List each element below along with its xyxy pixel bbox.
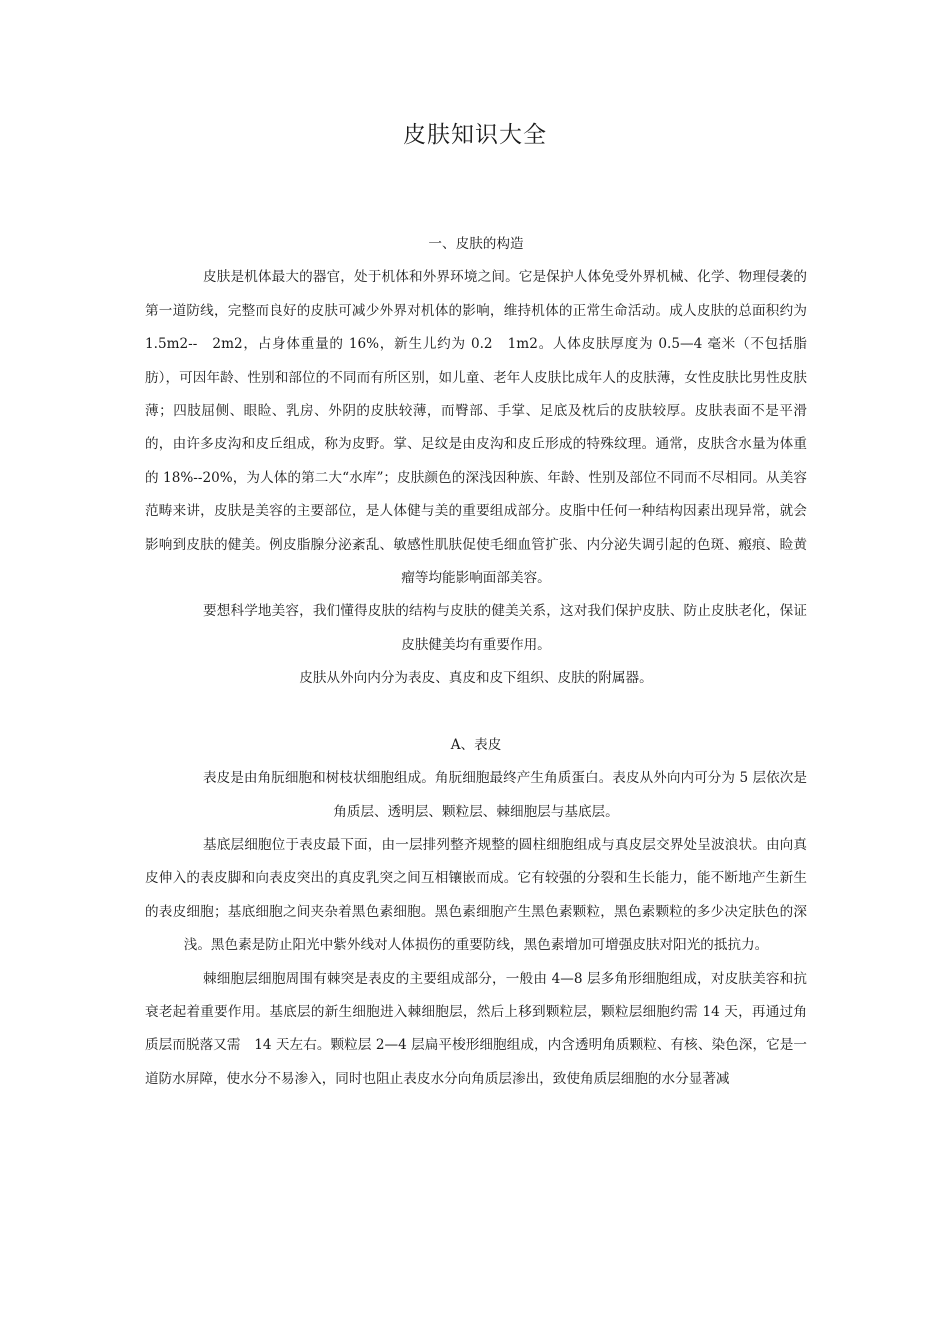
paragraph-basal-layer: 基底层细胞位于表皮最下面，由一层排列整齐规整的圆柱细胞组成与真皮层交界处呈波浪状。由向真皮伸入的表皮脚和向表皮突出的真皮乳突之间互相镶嵌而成。它有较强的分裂和生长能力，能不断地产生新生的表皮细胞；基底细胞之间夹杂着黑色素细胞。黑色素细胞产生黑色素颗粒，黑色素颗粒的多少决定肤色的深浅。黑色素是防止阳光中紫外线对人体损伤的重要防线，黑色素增加可增强皮肤对阳光的抵抗力。 (145, 836, 807, 954)
paragraph-scientific-beauty: 要想科学地美容，我们懂得皮肤的结构与皮肤的健美关系，这对我们保护皮肤、防止皮肤老化，保证皮肤健美均有重要作用。 (203, 603, 807, 653)
paragraph-spinous-layer: 棘细胞层细胞周围有棘突是表皮的主要组成部分，一般由 4—8 层多角形细胞组成，对皮肤美容和抗衰老起着重要作用。基底层的新生细胞进入棘细胞层，然后上移到颗粒层，颗粒层细胞约需 14 天，再通过角质层而脱落又需 14 天左右。颗粒层 2—4 层扁平梭形细胞组成，内含透明角质颗粒、有核、染色深，它是一道防水屏障，使水分不易渗入，同时也阻止表皮水分向角质层渗出，致使角质层细胞的水分显著减 (145, 970, 807, 1087)
document-body (145, 228, 807, 1096)
paragraph-skin-layers: 皮肤从外向内分为表皮、真皮和皮下组织、皮肤的附属器。 (299, 670, 653, 687)
paragraph-epidermis-intro: 表皮是由角朊细胞和树枝状细胞组成。角朊细胞最终产生角质蛋白。表皮从外向内可分为 5 层依次是角质层、透明层、颗粒层、棘细胞层与基底层。 (203, 770, 807, 820)
section-heading-structure: 一、皮肤的构造 (428, 236, 524, 252)
document-title: 皮肤知识大全 (403, 122, 547, 148)
section-heading-epidermis: A、表皮 (450, 736, 502, 753)
paragraph-skin-overview: 皮肤是机体最大的器官，处于机体和外界环境之间。它是保护人体免受外界机械、化学、物理侵袭的第一道防线，完整而良好的皮肤可减少外界对机体的影响，维持机体的正常生命活动。成人皮肤的总面积约为 1.5m2-- 2m2，占身体重量的 16%，新生儿约为 0.2 1m2。人体皮肤厚度为 0.5—4 毫米（不包括脂肪），可因年龄、性别和部位的不同而有所区别，如儿童、老年人皮肤比成年人的皮肤薄，女性皮肤比男性皮肤薄；四肢屈侧、眼睑、乳房、外阴的皮肤较薄，而臀部、手掌、足底及枕后的皮肤较厚。皮肤表面不是平滑的，由许多皮沟和皮丘组成，称为皮野。掌、足纹是由皮沟和皮丘形成的特殊纹理。通常，皮肤含水量为体重的 18%--20%，为人体的第二大“水库”；皮肤颜色的深浅因种族、年龄、性别及部位不同而不尽相同。从美容范畴来讲，皮肤是美容的主要部位，是人体健与美的重要组成部分。皮脂中任何一种结构因素出现异常，就会影响到皮肤的健美。例皮脂腺分泌紊乱、敏感性肌肤促使毛细血管扩张、内分泌失调引起的色斑、瘢痕、睑黄瘤等均能影响面部美容。 (145, 269, 807, 587)
section-spacer (145, 696, 807, 729)
